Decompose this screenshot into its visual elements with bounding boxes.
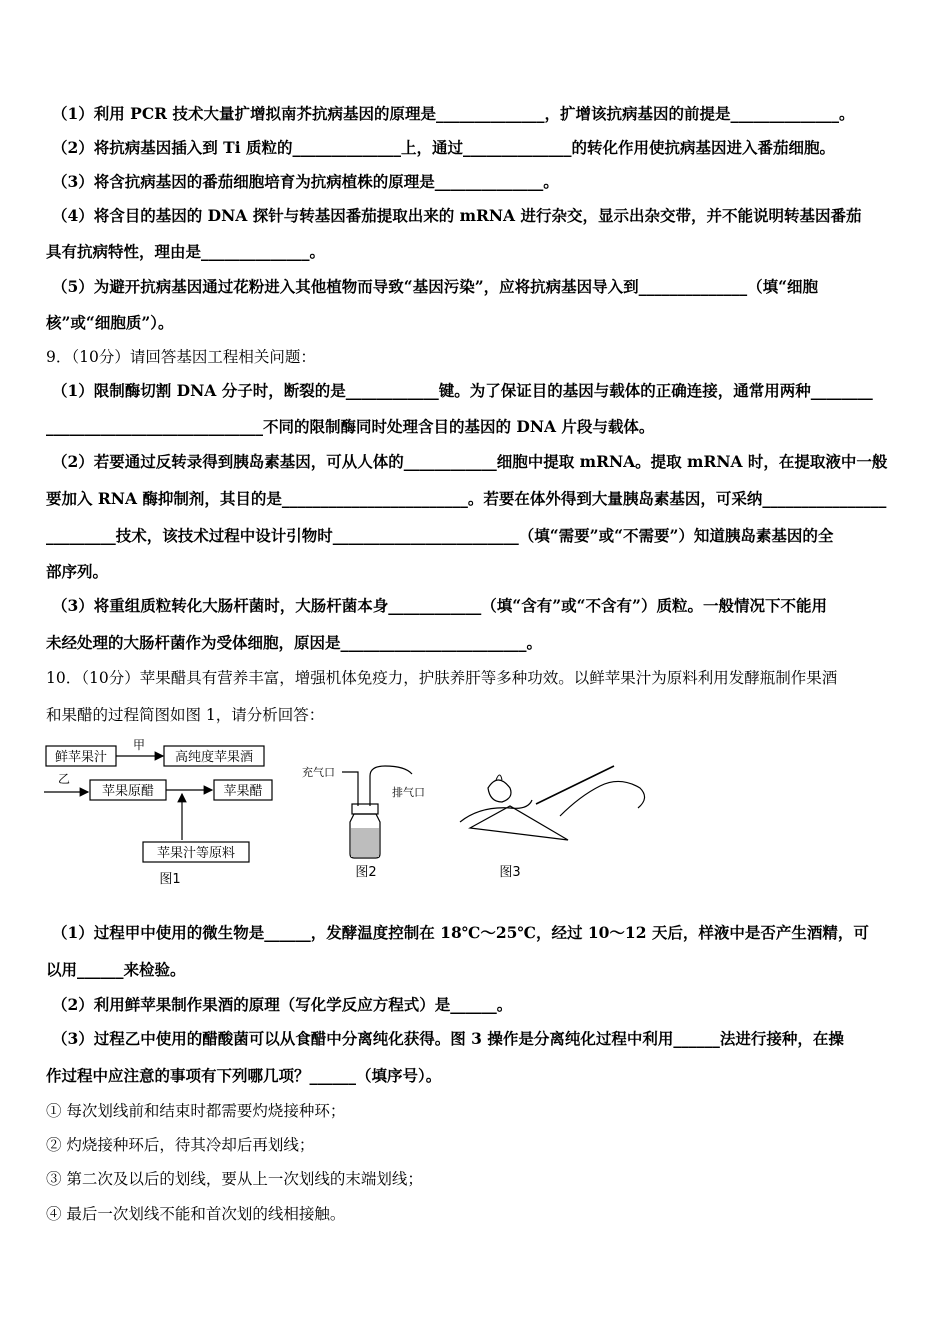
box-wine-label: 高纯度苹果酒 <box>174 750 254 765</box>
q10-3-line1: （3）过程乙中使用的醋酸菌可以从食醋中分离纯化获得。图 3 操作是分离纯化过程中利用______法进行接种，在操 <box>52 1029 844 1048</box>
q8-5-line2: 核”或“细胞质”）。 <box>46 313 174 332</box>
option-2: ② 灼烧接种环后，待其冷却后再划线； <box>46 1136 315 1154</box>
q10-header-line1: 10．（10分）苹果醋具有营养丰富，增强机体免疫力，护肤养肝等多种功效。以鲜苹果汁为原料利用发酵瓶制作果酒 <box>46 669 838 687</box>
box-vinegar-base-label: 苹果原醋 <box>101 784 155 799</box>
fig3-caption: 图3 <box>499 865 521 880</box>
box-juice-label: 鲜苹果汁 <box>54 750 108 765</box>
fig3-streaking <box>460 766 645 880</box>
plate-triangle <box>470 806 568 840</box>
q8-4-line1: （4）将含目的基因的 DNA 探针与转基因番茄提取出来的 mRNA 进行杂交，显示出杂交带，并不能说明转基因番茄 <box>52 206 862 225</box>
left-hand <box>460 800 532 822</box>
q8-2: （2）将抗病基因插入到 Ti 质粒的______________上，通过______________的转化作用使抗病基因进入番茄细胞。 <box>52 138 836 157</box>
q9-2-line2: 要加入 RNA 酶抑制剂，其目的是________________________。若要在体外得到大量胰岛素基因，可采纳________________ <box>46 489 887 508</box>
flame-lamp <box>488 780 511 802</box>
option-3: ③ 第二次及以后的划线，要从上一次划线的末端划线； <box>46 1170 423 1188</box>
q9-1-line2: ____________________________不同的限制酶同时处理含目的基因的 DNA 片段与载体。 <box>46 417 655 436</box>
q9-2-line1: （2）若要通过反转录得到胰岛素基因，可从人体的____________细胞中提取 mRNA。提取 mRNA 时，在提取液中一般 <box>52 452 888 471</box>
box-raw-label: 苹果汁等原料 <box>156 846 236 861</box>
q10-header-line2: 和果醋的过程简图如图 1，请分析回答： <box>46 706 325 724</box>
inlet-label: 充气口 <box>302 766 335 779</box>
option-1: ① 每次划线前和结束时都需要灼烧接种环； <box>46 1102 346 1120</box>
q9-1-line1: （1）限制酶切割 DNA 分子时，断裂的是____________键。为了保证目的基因与载体的正确连接，通常用两种________ <box>52 381 873 400</box>
box-vinegar-label: 苹果醋 <box>223 784 263 799</box>
q8-4-line2: 具有抗病特性，理由是______________。 <box>46 242 326 261</box>
q9-3-line2: 未经处理的大肠杆菌作为受体细胞，原因是________________________。 <box>46 633 543 652</box>
flame <box>496 775 502 780</box>
fig1-caption: 图1 <box>159 872 181 887</box>
bottle-liquid <box>351 828 379 857</box>
q10-1-line2: 以用______来检验。 <box>46 960 186 979</box>
option-4: ④ 最后一次划线不能和首次划的线相接触。 <box>46 1205 346 1223</box>
label-jia: 甲 <box>132 738 146 752</box>
figure-1-2-3 <box>40 736 680 896</box>
q9-3-line1: （3）将重组质粒转化大肠杆菌时，大肠杆菌本身____________（填“含有”或“不含有”）质粒。一般情况下不能用 <box>52 596 827 615</box>
q10-3-line2: 作过程中应注意的事项有下列哪几项？______（填序号）。 <box>46 1066 442 1085</box>
q10-1-line1: （1）过程甲中使用的微生物是______，发酵温度控制在 18℃～25℃，经过 10～12 天后，样液中是否产生酒精，可 <box>52 923 869 942</box>
q9-2-line4: 部序列。 <box>46 562 109 581</box>
q8-3: （3）将含抗病基因的番茄细胞培育为抗病植株的原理是______________。 <box>52 172 559 191</box>
outlet-label: 排气口 <box>392 786 425 799</box>
q8-1: （1）利用 PCR 技术大量扩增拟南芥抗病基因的原理是______________，扩增该抗病基因的前提是______________。 <box>52 104 855 123</box>
q10-2: （2）利用鲜苹果制作果酒的原理（写化学反应方程式）是______。 <box>52 995 513 1014</box>
q8-5-line1: （5）为避开抗病基因通过花粉进入其他植物而导致“基因污染”，应将抗病基因导入到______________（填“细胞 <box>52 277 819 296</box>
q9-2-line3: _________技术，该技术过程中设计引物时________________________（填“需要”或“不需要”）知道胰岛素基因的全 <box>46 526 834 545</box>
inlet-tube <box>342 772 358 806</box>
fig1-flowchart <box>44 738 272 887</box>
fig2-bottle <box>302 765 425 880</box>
bottle-cap <box>352 804 378 814</box>
label-yi: 乙 <box>57 772 71 786</box>
q9-header: 9．（10分）请回答基因工程相关问题： <box>46 348 316 366</box>
fig2-caption: 图2 <box>355 865 377 880</box>
